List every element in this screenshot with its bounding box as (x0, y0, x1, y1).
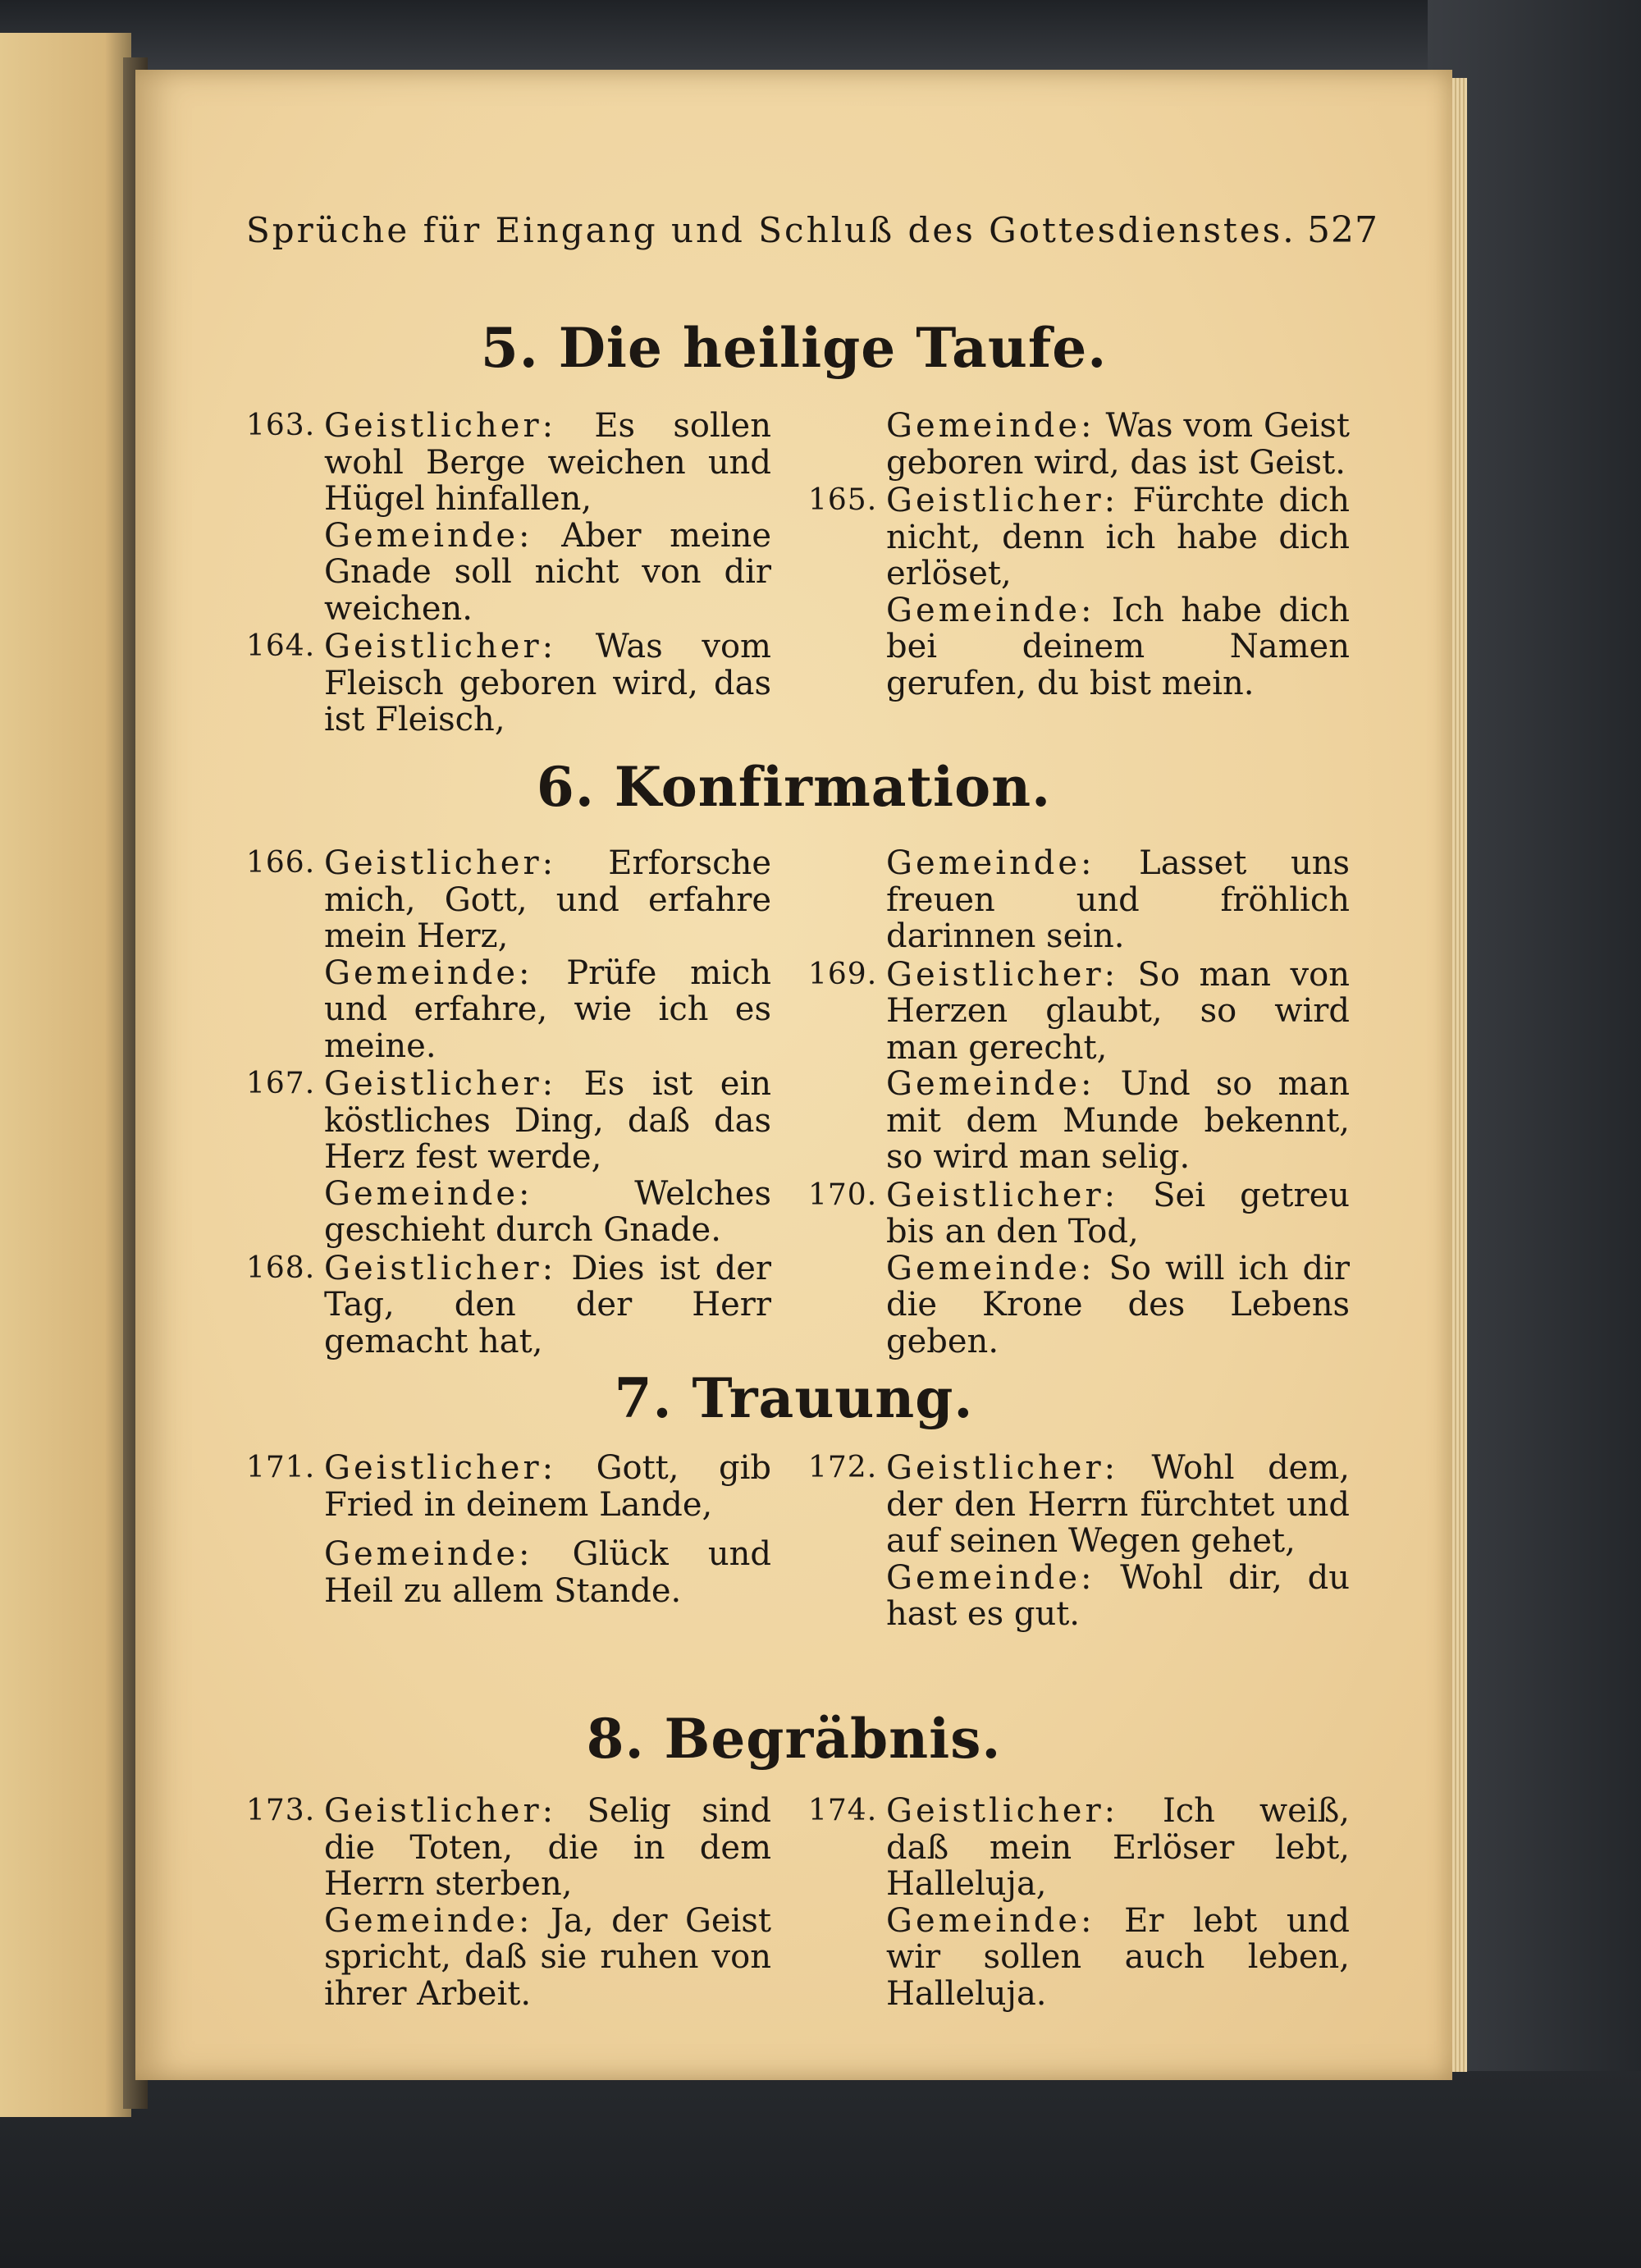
role-label: Gemeinde: (886, 1901, 1095, 1940)
verse-line-gemeinde (886, 1066, 1350, 1176)
verse-number: 174. (808, 1794, 878, 1827)
verse-168-continued (808, 845, 1350, 955)
verse-text: Was vom Geist geboren wird, das ist Geist. (886, 407, 1350, 482)
verse-174 (808, 1793, 1350, 2012)
role-label: Gemeinde: (886, 1558, 1095, 1597)
verse-number: 164. (246, 629, 316, 663)
section-taufe-right-column (808, 408, 1350, 703)
running-head (246, 209, 1378, 251)
verse-164 (246, 629, 771, 738)
role-label: Gemeinde: (886, 844, 1095, 882)
verse-text: Lasset uns freuen und fröhlich darinnen sein. (886, 844, 1350, 955)
verse-text: Erforsche mich, Gott, und erfahre mein Herz, (324, 844, 771, 955)
role-label: Gemeinde: (886, 591, 1095, 629)
verse-number: 171. (246, 1451, 316, 1484)
section-title-taufe: 5. Die heilige Taufe. (480, 316, 1108, 380)
verse-text: Gott, gib Fried in deinem Lande, (324, 1449, 771, 1524)
verse-line-geistlicher (324, 1066, 771, 1176)
role-label: Geistlicher: (324, 628, 557, 665)
verse-173 (246, 1793, 771, 2012)
verse-163 (246, 408, 771, 627)
section-taufe-left-column (246, 408, 771, 740)
role-label: Gemeinde: (886, 407, 1095, 445)
verse-166 (246, 845, 771, 1064)
verse-165 (808, 482, 1350, 702)
verse-text: Es sollen wohl Berge weichen und Hügel hinfallen, (324, 407, 771, 518)
verse-text: Welches geschieht durch Gnade. (324, 1174, 771, 1249)
verse-line-geistlicher (886, 482, 1350, 592)
role-label: Geistlicher: (324, 1249, 557, 1287)
verse-number: 172. (808, 1451, 878, 1484)
verse-line-gemeinde (886, 1903, 1350, 2013)
verse-167 (246, 1066, 771, 1249)
verse-text: Wohl dir, du hast es gut. (886, 1558, 1350, 1633)
section-konfirmation-left-column (246, 845, 771, 1361)
role-label: Gemeinde: (324, 1535, 533, 1573)
verse-line-geistlicher (324, 845, 771, 955)
verse-number: 168. (246, 1251, 316, 1285)
role-label: Gemeinde: (324, 1174, 533, 1213)
verse-number: 169. (808, 957, 878, 991)
verse-164-continued (808, 408, 1350, 481)
role-label: Geistlicher: (886, 1792, 1119, 1830)
section-begraebnis-right-column (808, 1793, 1350, 2014)
verse-line-geistlicher (886, 1177, 1350, 1251)
verse-line-gemeinde (886, 1251, 1350, 1360)
verse-170 (808, 1177, 1350, 1360)
verse-text: Und so man mit dem Munde bekennt, so wird man selig. (886, 1065, 1350, 1176)
verse-line-gemeinde (324, 518, 771, 628)
role-label: Geistlicher: (324, 407, 557, 445)
verse-text: Was vom Fleisch geboren wird, das ist Fleisch, (324, 628, 771, 738)
verse-text: Prüfe mich und erfahre, wie ich es meine. (324, 953, 771, 1065)
verse-text: Ich weiß, daß mein Erlöser lebt, Halleluja, (886, 1792, 1350, 1903)
verse-line-gemeinde (886, 845, 1350, 955)
verse-number: 167. (246, 1067, 316, 1100)
verse-text: Glück und Heil zu allem Stande. (324, 1535, 771, 1610)
verse-line-geistlicher (324, 1251, 771, 1360)
verse-line-geistlicher (886, 957, 1350, 1067)
verse-text: Er lebt und wir sollen auch leben, Halleluja. (886, 1901, 1350, 2013)
verse-text: So will ich dir die Krone des Lebens geben. (886, 1249, 1350, 1360)
section-konfirmation-right-column (808, 845, 1350, 1361)
verse-line-geistlicher (886, 1450, 1350, 1560)
verse-text: So man von Herzen glaubt, so wird man gerecht, (886, 955, 1350, 1067)
verse-number: 166. (246, 846, 316, 880)
verse-number: 163. (246, 409, 316, 442)
book-page (135, 70, 1452, 2080)
book-cover-bottom (0, 2071, 1641, 2268)
verse-text: Es ist ein köstliches Ding, daß das Herz fest werde, (324, 1065, 771, 1176)
book-cover-top (0, 0, 1641, 78)
verse-line-geistlicher (324, 1450, 771, 1523)
role-label: Geistlicher: (886, 1176, 1119, 1214)
page-number: 527 (1307, 209, 1378, 251)
verse-line-geistlicher (886, 1793, 1350, 1903)
role-label: Geistlicher: (886, 955, 1119, 994)
verse-line-gemeinde (324, 1903, 771, 2013)
verse-line-gemeinde (324, 1176, 771, 1249)
running-head-title: Sprüche für Eingang und Schluß des Gottesdienstes. (246, 210, 1296, 250)
section-title-begraebnis: 8. Begräbnis. (586, 1707, 1002, 1771)
verse-text: Ich habe dich bei deinem Namen gerufen, du bist mein. (886, 591, 1350, 702)
section-trauung-left-column (246, 1450, 771, 1611)
verse-line-gemeinde (886, 408, 1350, 481)
section-title-konfirmation: 6. Konfirmation. (536, 755, 1052, 819)
verse-168 (246, 1251, 771, 1360)
verse-line-gemeinde (886, 1560, 1350, 1633)
role-label: Geistlicher: (324, 1449, 557, 1487)
verse-text: Selig sind die Toten, die in dem Herrn sterben, (324, 1792, 771, 1903)
verse-number: 173. (246, 1794, 316, 1827)
page-edges (1452, 78, 1467, 2072)
role-label: Geistlicher: (886, 1449, 1119, 1487)
facing-page-edge (0, 33, 131, 2117)
verse-text: Ja, der Geist spricht, daß sie ruhen von ihrer Arbeit. (324, 1901, 771, 2013)
verse-172 (808, 1450, 1350, 1633)
verse-line-gemeinde (886, 592, 1350, 702)
role-label: Gemeinde: (324, 516, 533, 555)
verse-text: Sei getreu bis an den Tod, (886, 1176, 1350, 1251)
role-label: Gemeinde: (324, 953, 533, 992)
role-label: Geistlicher: (324, 1792, 557, 1830)
verse-line-geistlicher (324, 629, 771, 738)
line-gap (324, 1523, 771, 1536)
verse-number: 165. (808, 483, 878, 517)
section-trauung-right-column (808, 1450, 1350, 1635)
verse-line-gemeinde (324, 955, 771, 1065)
role-label: Gemeinde: (886, 1065, 1095, 1103)
role-label: Geistlicher: (324, 844, 557, 882)
section-begraebnis-left-column (246, 1793, 771, 2014)
role-label: Gemeinde: (324, 1901, 533, 1940)
verse-line-geistlicher (324, 1793, 771, 1903)
verse-169 (808, 957, 1350, 1176)
verse-171 (246, 1450, 771, 1609)
verse-line-geistlicher (324, 408, 771, 518)
verse-text: Wohl dem, der den Herrn fürchtet und auf seinen Wegen gehet, (886, 1449, 1350, 1560)
verse-text: Fürchte dich nicht, denn ich habe dich erlöset, (886, 482, 1350, 592)
verse-text: Aber meine Gnade soll nicht von dir weichen. (324, 516, 771, 628)
verse-text: Dies ist der Tag, den der Herr gemacht hat, (324, 1249, 771, 1360)
section-title-trauung: 7. Trauung. (614, 1366, 974, 1430)
role-label: Geistlicher: (886, 482, 1119, 519)
verse-line-gemeinde (324, 1536, 771, 1609)
role-label: Geistlicher: (324, 1065, 557, 1103)
role-label: Gemeinde: (886, 1249, 1095, 1287)
verse-number: 170. (808, 1177, 878, 1212)
